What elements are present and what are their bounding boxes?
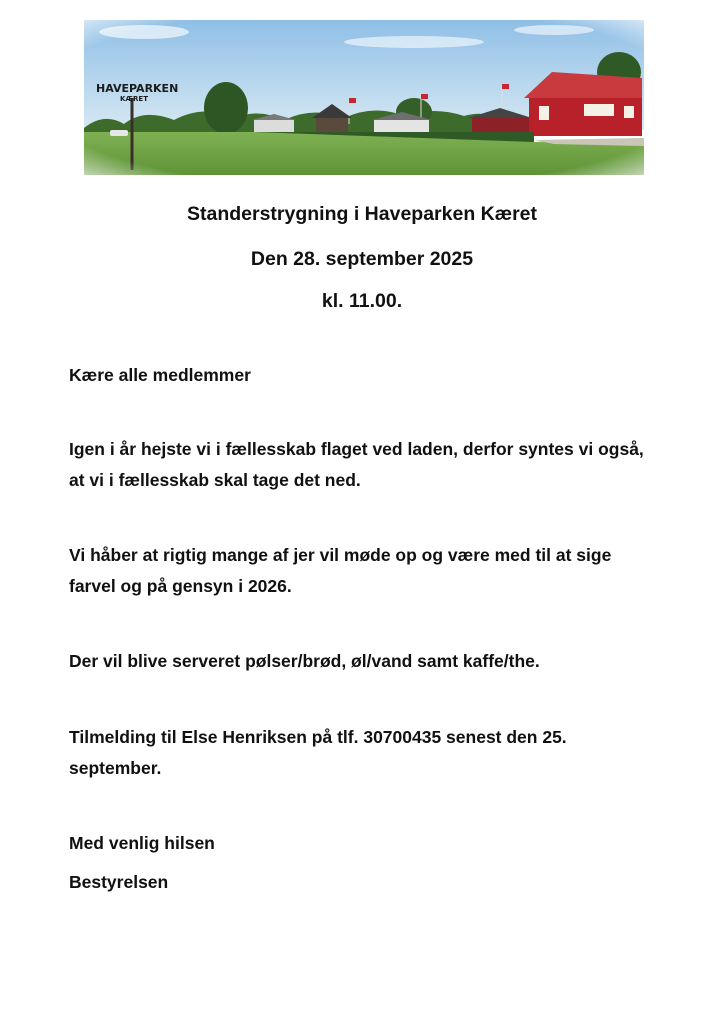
event-date: Den 28. september 2025 (250, 248, 474, 270)
greeting: Kære alle medlemmer (69, 365, 251, 385)
vignette (84, 20, 644, 175)
event-time: kl. 11.00. (321, 290, 403, 312)
banner-photo (84, 20, 644, 175)
paragraph-food: Der vil blive serveret pølser/brød, øl/vand samt kaffe/the. (69, 651, 540, 671)
paragraph-registration: Tilmelding til Else Henriksen på tlf. 30700435 senest den 25. september. (69, 727, 567, 778)
page-title: Standerstrygning i Haveparken Kæret (186, 203, 538, 225)
paragraph-flag: Igen i år hejste vi i fællesskab flaget ved laden, derfor syntes vi også, at vi i fællesskab skal tage det ned. (69, 439, 644, 490)
signature: Bestyrelsen (69, 872, 169, 892)
banner-illustration (84, 20, 644, 175)
closing-regards: Med venlig hilsen (69, 833, 215, 853)
paragraph-invitation: Vi håber at rigtig mange af jer vil møde op og være med til at sige farvel og på gensyn i 2026. (69, 545, 612, 596)
